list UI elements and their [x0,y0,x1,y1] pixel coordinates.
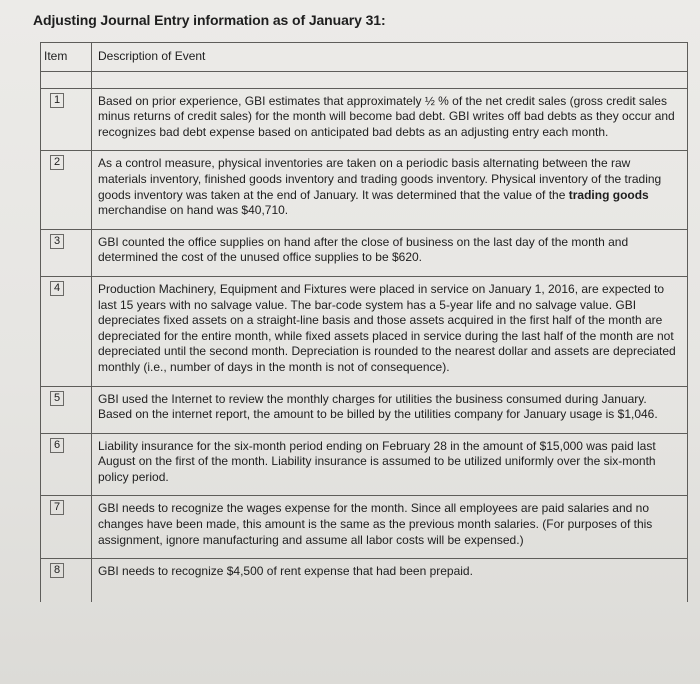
event-description [98,282,681,376]
description-text: Production Machinery, Equipment and Fixtures were placed in service on January 1, 2016, are expected to last 15 years with no salvage value. The bar-code system has a 5-year life and no salvage value. GBI depreciates fixed assets on a straight-line basis and those assets acquired in the first half of the month are depreciated for the entire month, while fixed assets placed in service during the last half of the month are not depreciated until the second month. Depreciation is rounded to the nearest dollar and assets are depreciated monthly (i.e., number of days in the month is not of consequence). [98,281,676,374]
description-text: Liability insurance for the six-month period ending on February 28 in the amount of $15,000 was paid last August on the first of the month. Liability insurance is assumed to be utilized uniformly over the six-month policy period. [98,438,656,484]
description-text: Based on prior experience, GBI estimates that approximately ½ % of the net credit sales (gross credit sales minus returns of credit sales) for the month will become bad debt. GBI writes off bad debts as they occur and recognizes bad debt expense based on anticipated bad debts as an adjusting entry each month. [98,93,675,139]
item-number: 4 [50,281,64,296]
table-row [41,88,688,151]
spacer-cell [92,71,688,88]
event-description [98,94,681,141]
description-text: As a control measure, physical inventories are taken on a periodic basis alternating between the raw materials inventory, finished goods inventory and trading goods inventory. Physical inventory of the trading goods inventory was taken at the end of January. It was determined that the value of the [98,156,662,202]
item-number-cell [41,386,92,433]
table-row [41,276,688,386]
description-text: GBI needs to recognize the wages expense for the month. Since all employees are paid salaries and no changes have been made, this amount is the same as the previous month salaries. (For purposes of this assignment, ignore manufacturing and assume all labor costs will be expensed.) [98,501,653,547]
description-text-end: merchandise on hand was $40,710. [98,203,289,218]
table-body [41,88,688,602]
description-text: GBI counted the office supplies on hand after the close of business on the last day of the month and determined the cost of the unused office supplies to be $620. [98,234,629,265]
item-number-cell [41,276,92,386]
item-number: 1 [50,93,64,108]
item-number: 5 [50,391,64,406]
item-number-cell [41,433,92,496]
description-cell [92,496,688,559]
item-number: 2 [50,155,64,170]
description-cell [92,276,688,386]
table-row [41,151,688,229]
description-cell [92,386,688,433]
item-number: 7 [50,500,64,515]
event-description [98,235,681,266]
item-number-cell [41,229,92,276]
description-cell [92,88,688,151]
event-description [98,439,681,486]
description-text: GBI used the Internet to review the monthly charges for utilities the business consumed during January. Based on the internet report, the amount to be billed by the utilities company for January usage is $1,046. [98,391,658,422]
table-row [41,559,688,603]
description-cell [92,229,688,276]
item-number: 3 [50,234,64,249]
item-number-cell [41,151,92,229]
table-row [41,386,688,433]
header-description: Description of Event [92,43,688,72]
events-table [40,42,688,602]
table-row [41,433,688,496]
table-header-row [41,43,688,72]
item-number-cell [41,559,92,603]
event-description [98,156,681,218]
table-row [41,496,688,559]
header-spacer-row [41,71,688,88]
description-cell [92,433,688,496]
description-text: GBI needs to recognize $4,500 of rent expense that had been prepaid. [98,564,473,579]
page-title: Adjusting Journal Entry information as of January 31: [33,12,386,28]
item-number: 6 [50,438,64,453]
event-description [98,501,681,548]
description-cell [92,151,688,229]
table-row [41,229,688,276]
item-number-cell [41,88,92,151]
description-cell [92,559,688,603]
item-number: 8 [50,563,64,578]
event-description [98,564,681,580]
header-item: Item [41,43,92,72]
description-emphasis: trading goods [568,187,649,202]
spacer-cell [41,71,92,88]
event-description [98,392,681,423]
item-number-cell [41,496,92,559]
